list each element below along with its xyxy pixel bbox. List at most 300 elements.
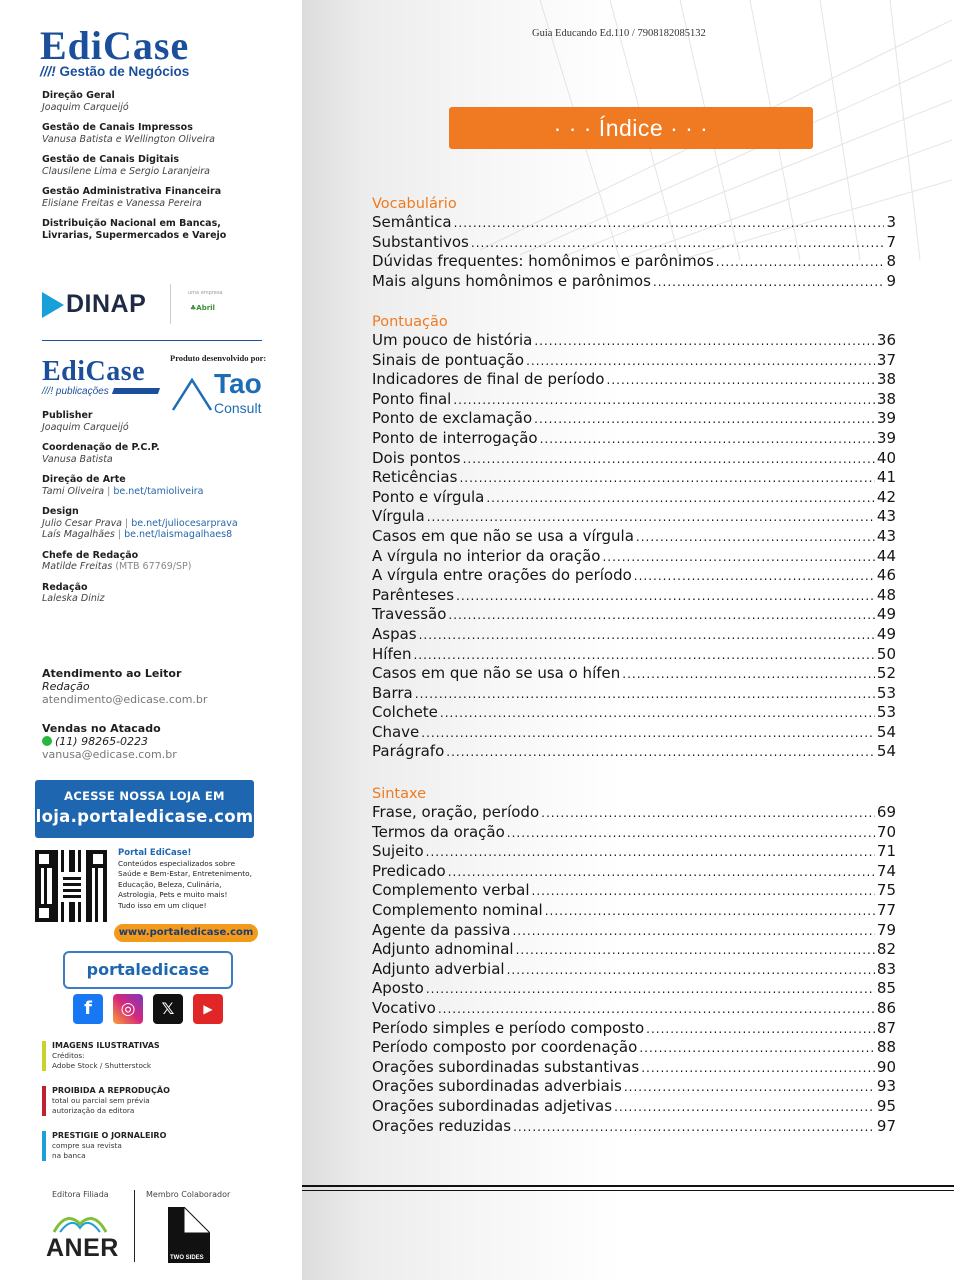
toc-leader-dots <box>448 606 874 626</box>
toc-entry[interactable] <box>372 468 896 488</box>
toc-entry-title: Semântica <box>372 213 452 231</box>
note-line: Adobe Stock / Shutterstock <box>52 1061 152 1070</box>
toc-section-pontuacao <box>372 313 896 762</box>
tao-name: Tao <box>214 368 262 399</box>
note-line: total ou parcial sem prévia <box>52 1096 150 1105</box>
toc-leader-dots <box>602 548 874 568</box>
toc-entry-page: 86 <box>876 998 896 1017</box>
toc-entry-page: 54 <box>876 742 896 761</box>
credit-names: Vanusa Batista e Wellington Oliveira <box>42 133 216 145</box>
wholesale-sales <box>42 722 177 761</box>
toc-entry-title: Ponto de exclamação <box>372 409 533 428</box>
toc-entry[interactable] <box>372 409 896 429</box>
toc-entry[interactable] <box>372 979 896 999</box>
credit-role: Coordenação de P.C.P. <box>42 442 160 453</box>
toc-leader-dots <box>513 1118 875 1138</box>
portal-title: Portal EdiCase! <box>118 848 192 858</box>
toc-entry-title: Aposto <box>372 979 424 998</box>
toc-entry[interactable] <box>372 429 896 449</box>
credit-block <box>42 474 238 497</box>
portal-url-button[interactable]: www.portaledicase.com <box>114 924 258 942</box>
credit-role: Design <box>42 506 79 517</box>
credit-role: Gestão Administrativa Financeira <box>42 186 222 197</box>
toc-entry[interactable] <box>372 664 896 684</box>
toc-entry[interactable] <box>372 1038 896 1058</box>
toc-entry-page: 37 <box>876 350 896 369</box>
toc-entry-page: 9 <box>886 271 896 290</box>
aner-arc-icon <box>52 1208 108 1234</box>
toc-entry-title: Complemento nominal <box>372 900 543 919</box>
toc-entry-page: 36 <box>876 331 896 349</box>
dinap-logo <box>42 290 242 320</box>
credit-block <box>42 154 242 177</box>
portfolio-link[interactable]: be.net/laismagalhaes8 <box>124 529 233 540</box>
toc-leader-dots <box>446 743 875 763</box>
section-title: Sintaxe <box>372 786 427 802</box>
abril-caption: uma empresa <box>188 290 223 296</box>
toc-entry-page: 74 <box>876 861 896 880</box>
toc-leader-dots <box>532 882 875 902</box>
portal-line: Saúde e Bem-Estar, Entretenimento, <box>118 869 252 878</box>
toc-entry-page: 79 <box>876 920 896 939</box>
divider <box>170 284 171 324</box>
credit-role: Direção de Arte <box>42 474 126 485</box>
toc-entry[interactable] <box>372 625 896 645</box>
phone-line <box>42 735 177 748</box>
brand-sub-mark: ///! <box>42 386 54 397</box>
toc-entry-title: Reticências <box>372 468 458 487</box>
toc-entry-page: 49 <box>876 605 896 624</box>
toc-entry-page: 49 <box>876 624 896 643</box>
toc-leader-dots <box>453 391 875 411</box>
toc-entry[interactable] <box>372 527 896 547</box>
note-line: Créditos: <box>52 1051 85 1060</box>
toc-entry-page: 82 <box>876 940 896 959</box>
toc-entry[interactable] <box>372 507 896 527</box>
index-title: · · · Índice · · · <box>449 107 813 149</box>
toc-leader-dots <box>463 450 875 470</box>
note-block <box>42 1086 170 1116</box>
toc-entry-title: A vírgula entre orações do período <box>372 566 632 585</box>
note-line: compre sua revista <box>52 1141 122 1150</box>
toc-entry-page: 38 <box>876 389 896 408</box>
brand-name: EdiCase <box>40 23 190 68</box>
toc-entry[interactable] <box>372 370 896 390</box>
toc-entry[interactable] <box>372 940 896 960</box>
instagram-icon[interactable]: ◎ <box>113 994 143 1024</box>
contact-sub: Redação <box>42 680 90 693</box>
toc-entry[interactable] <box>372 351 896 371</box>
section-title: Pontuação <box>372 314 448 330</box>
toc-entry[interactable] <box>372 566 896 586</box>
credit-names <box>42 518 238 530</box>
note-strip <box>42 1086 46 1116</box>
credit-names: Vanusa Batista <box>42 453 113 465</box>
credit-name: Laís Magalhães <box>42 529 115 540</box>
produced-by-label: Produto desenvolvido por: <box>170 353 267 363</box>
toc-entry-title: Período simples e período composto <box>372 1018 645 1037</box>
toc-entry-title: Hífen <box>372 644 412 663</box>
toc-entry[interactable] <box>372 1019 896 1039</box>
abril-name: Abril <box>196 304 215 312</box>
aner-caption: Editora Filiada <box>52 1190 109 1199</box>
credit-extra: (MTB 67769/SP) <box>115 561 192 572</box>
toc-leader-dots <box>471 234 885 254</box>
dinap-arrow-icon <box>42 292 64 318</box>
toc-leader-dots <box>415 685 875 705</box>
toc-leader-dots <box>421 724 875 744</box>
qr-code <box>35 850 107 922</box>
toc-entry[interactable] <box>372 390 896 410</box>
credit-block <box>42 90 242 113</box>
toc-section-vocabulario <box>372 195 896 291</box>
toc-entry-page: 83 <box>876 959 896 978</box>
twosides-logo <box>168 1207 210 1267</box>
toc-entry-title: Casos em que não se usa o hífen <box>372 664 621 683</box>
toc-leader-dots <box>639 1039 875 1059</box>
credits-column <box>0 0 302 1280</box>
brand-sub <box>42 386 159 397</box>
toc-entry[interactable] <box>372 862 896 882</box>
toc-entry[interactable] <box>372 742 896 762</box>
credit-name: Julio Cesar Prava <box>42 517 123 529</box>
toc-entry-title: Complemento verbal <box>372 881 530 900</box>
toc-entry-page: 75 <box>876 881 896 900</box>
wholesale-phone[interactable]: (11) 98265-0223 <box>55 735 149 748</box>
toc-entry[interactable] <box>372 252 896 272</box>
reader-email[interactable]: atendimento@edicase.com.br <box>42 693 208 706</box>
toc-entry-title: Orações subordinadas substantivas <box>372 1057 640 1076</box>
toc-leader-dots <box>486 489 875 509</box>
twosides-caption: Membro Colaborador <box>146 1190 231 1199</box>
toc-leader-dots <box>646 1020 875 1040</box>
toc-leader-dots <box>456 587 875 607</box>
brand-bar <box>112 388 160 394</box>
toc-entry-page: 50 <box>876 644 896 663</box>
toc-leader-dots <box>614 1098 875 1118</box>
qr-marker <box>89 850 107 868</box>
toc-entry[interactable] <box>372 1058 896 1078</box>
toc-entry[interactable] <box>372 881 896 901</box>
toc-leader-dots <box>512 922 874 942</box>
store-banner[interactable] <box>35 780 254 838</box>
toc-leader-dots <box>438 1000 875 1020</box>
toc-entry-page: 3 <box>886 213 896 231</box>
toc-entry-title: Aspas <box>372 624 417 643</box>
divider <box>42 340 262 341</box>
section-title: Vocabulário <box>372 196 457 212</box>
separator: | <box>114 529 125 540</box>
qr-marker <box>35 850 53 868</box>
toc-entry-page: 46 <box>876 566 896 585</box>
divider <box>302 1190 954 1191</box>
credit-names: Clausilene Lima e Sergio Laranjeira <box>42 165 210 177</box>
toc-entry-page: 39 <box>876 409 896 428</box>
toc-entry-title: Barra <box>372 683 413 702</box>
contact-title: Vendas no Atacado <box>42 722 161 735</box>
toc-leader-dots <box>507 824 875 844</box>
toc-leader-dots <box>653 273 885 293</box>
toc-leader-dots <box>454 214 885 234</box>
credit-names: Joaquim Carqueijó <box>42 421 129 433</box>
toc-leader-dots <box>459 469 874 489</box>
toc-entry-page: 39 <box>876 428 896 447</box>
toc-entry-page: 8 <box>886 252 896 271</box>
toc-entry-page: 71 <box>876 842 896 861</box>
toc-entry[interactable] <box>372 272 896 292</box>
toc-entry-title: Chave <box>372 722 420 741</box>
note-title: PROIBIDA A REPRODUÇÃO <box>52 1086 170 1095</box>
note-line: autorização da editora <box>52 1106 135 1115</box>
toc-leader-dots <box>607 371 875 391</box>
note-title: IMAGENS ILUSTRATIVAS <box>52 1041 160 1050</box>
portal-line: Conteúdos especializados sobre <box>118 858 236 868</box>
toc-entry[interactable] <box>372 1077 896 1097</box>
toc-leader-dots <box>440 704 875 724</box>
brand-tagline <box>40 64 189 79</box>
toc-entry-title: Frase, oração, período <box>372 803 540 821</box>
toc-entry-page: 41 <box>876 468 896 487</box>
toc-entry-page: 97 <box>876 1116 896 1135</box>
portal-line: Educação, Beleza, Culinária, <box>118 879 222 889</box>
toc-leader-dots <box>622 665 875 685</box>
toc-entry-page: 53 <box>876 703 896 722</box>
toc-leader-dots <box>448 863 875 883</box>
contact-title: Atendimento ao Leitor <box>42 667 182 680</box>
toc-entry-page: 69 <box>876 803 896 821</box>
toc-entry-page: 42 <box>876 487 896 506</box>
toc-entry-page: 85 <box>876 979 896 998</box>
toc-entry-title: Vírgula <box>372 507 425 526</box>
toc-entry-page: 90 <box>876 1057 896 1076</box>
toc-entry-title: Orações subordinadas adverbiais <box>372 1077 622 1096</box>
toc-entry-title: Adjunto adverbial <box>372 959 505 978</box>
abril-logo <box>190 304 215 312</box>
separator: | <box>104 485 114 497</box>
portal-handle[interactable]: portaledicase <box>63 951 233 989</box>
toc-entry[interactable] <box>372 586 896 606</box>
credits-top <box>42 90 242 250</box>
portfolio-link[interactable]: be.net/juliocesarprava <box>131 517 238 529</box>
qr-marker <box>35 904 53 922</box>
x-icon[interactable]: 𝕏 <box>153 994 183 1024</box>
toc-entry-title: Casos em que não se usa a vírgula <box>372 526 634 545</box>
publication-header: Guia Educando Ed.110 / 7908182085132 <box>532 28 706 39</box>
toc-entry-page: 53 <box>876 683 896 702</box>
toc-entry[interactable] <box>372 449 896 469</box>
toc-leader-dots <box>534 410 875 430</box>
divider <box>134 1190 135 1262</box>
brand-sub-text: publicações <box>55 386 109 397</box>
dinap-name: DINAP <box>66 290 147 318</box>
credit-block <box>42 122 242 145</box>
toc-leader-dots <box>534 332 875 352</box>
toc-entry[interactable] <box>372 233 896 253</box>
reader-service <box>42 667 207 706</box>
toc-entry-title: Um pouco de história <box>372 331 533 349</box>
toc-entry-title: Termos da oração <box>372 822 505 841</box>
credit-role: Gestão de Canais Digitais <box>42 154 180 165</box>
toc-leader-dots <box>716 253 885 273</box>
qr-center-pattern <box>63 876 81 898</box>
credit-block <box>42 442 238 465</box>
toc-entry[interactable] <box>372 331 896 351</box>
toc-leader-dots <box>636 528 875 548</box>
toc-entry[interactable] <box>372 960 896 980</box>
credit-role: Direção Geral <box>42 90 115 101</box>
toc-leader-dots <box>419 626 875 646</box>
toc-entry-title: Dois pontos <box>372 448 461 467</box>
wholesale-email[interactable]: vanusa@edicase.com.br <box>42 748 177 761</box>
toc-entry-title: Orações subordinadas adjetivas <box>372 1096 613 1115</box>
toc-entry[interactable] <box>372 684 896 704</box>
toc-entry-title: Ponto e vírgula <box>372 487 485 506</box>
toc-leader-dots <box>541 804 875 824</box>
toc-entry-title: Travessão <box>372 605 447 624</box>
whatsapp-icon <box>42 736 52 746</box>
toc-entry[interactable] <box>372 723 896 743</box>
toc-entry-title: Vocativo <box>372 998 436 1017</box>
brand-tagline-text: Gestão de Negócios <box>59 64 190 79</box>
toc-leader-dots <box>540 430 875 450</box>
toc-entry-title: Dúvidas frequentes: homônimos e parônimos <box>372 252 714 271</box>
credit-block <box>42 550 238 573</box>
toc-entry-page: 43 <box>876 507 896 526</box>
note-block <box>42 1131 166 1161</box>
toc-leader-dots <box>516 941 875 961</box>
toc-entry[interactable] <box>372 921 896 941</box>
credit-names <box>42 486 238 498</box>
note-strip <box>42 1131 46 1161</box>
toc-entry-page: 44 <box>876 546 896 565</box>
toc-entry-page: 43 <box>876 526 896 545</box>
toc-entry-title: Indicadores de final de período <box>372 370 605 389</box>
toc-entry-page: 87 <box>876 1018 896 1037</box>
credits-bottom <box>42 410 238 614</box>
toc-entry-page: 77 <box>876 900 896 919</box>
toc-leader-dots <box>426 843 875 863</box>
youtube-icon[interactable]: ▶ <box>193 994 223 1024</box>
credit-role: Chefe de Redação <box>42 549 139 561</box>
portal-line: Astrologia, Pets e muito mais! <box>118 890 228 899</box>
tao-arrow-icon <box>170 374 214 414</box>
toc-section-sintaxe <box>372 785 896 1136</box>
toc-entry[interactable] <box>372 213 896 233</box>
toc-entry[interactable] <box>372 645 896 665</box>
toc-leader-dots <box>526 352 875 372</box>
toc-leader-dots <box>634 567 875 587</box>
note-strip <box>42 1041 46 1071</box>
credit-block <box>42 186 242 209</box>
toc-entry[interactable] <box>372 999 896 1019</box>
toc-leader-dots <box>641 1059 875 1079</box>
toc-leader-dots <box>545 902 875 922</box>
toc-entry[interactable] <box>372 605 896 625</box>
credit-block <box>42 410 238 433</box>
store-url: loja.portaledicase.com <box>35 807 254 826</box>
toc-entry-title: Sujeito <box>372 842 424 861</box>
toc-entry-page: 88 <box>876 1038 896 1057</box>
toc-entry-page: 7 <box>886 232 896 251</box>
credit-role: Gestão de Canais Impressos <box>42 122 193 133</box>
credit-names: Elisiane Freitas e Vanessa Pereira <box>42 197 202 209</box>
aner-logo: ANER <box>46 1234 119 1262</box>
toc-entry-title: Agente da passiva <box>372 920 511 939</box>
toc-entry-title: Colchete <box>372 703 438 722</box>
credit-name: Matilde Freitas <box>42 561 113 572</box>
portal-text <box>118 848 252 911</box>
credit-block <box>42 506 238 541</box>
toc-entry-page: 70 <box>876 822 896 841</box>
toc-entry-page: 40 <box>876 448 896 467</box>
toc-entry-page: 52 <box>876 664 896 683</box>
toc-entry[interactable] <box>372 803 896 823</box>
credit-block <box>42 218 242 241</box>
toc-entry-title: Parágrafo <box>372 742 445 761</box>
toc-entry-title: Orações reduzidas <box>372 1116 512 1135</box>
toc-entry-title: Sinais de pontuação <box>372 350 525 369</box>
toc-leader-dots <box>624 1078 875 1098</box>
credit-role: Redação <box>42 581 88 593</box>
note-block <box>42 1041 160 1071</box>
brand-name: EdiCase <box>42 356 146 387</box>
toc-entry-title: Predicado <box>372 861 446 880</box>
toc-entry-page: 48 <box>876 585 896 604</box>
toc-entry[interactable] <box>372 901 896 921</box>
toc-entry-title: Adjunto adnominal <box>372 940 514 959</box>
store-line1: ACESSE NOSSA LOJA EM <box>64 789 225 803</box>
toc-entry[interactable] <box>372 488 896 508</box>
tree-icon: ♣ <box>190 304 197 312</box>
toc-entry-page: 54 <box>876 722 896 741</box>
credit-block <box>42 582 238 605</box>
toc-leader-dots <box>427 508 875 528</box>
toc-leader-dots <box>413 646 874 666</box>
toc-entry-page: 95 <box>876 1096 896 1115</box>
facebook-icon[interactable]: f <box>73 994 103 1024</box>
credit-role: Publisher <box>42 410 93 421</box>
credit-names <box>42 561 238 573</box>
portal-line: Tudo isso em um clique! <box>118 900 207 910</box>
toc-entry-page: 93 <box>876 1077 896 1096</box>
toc-entry[interactable] <box>372 1097 896 1117</box>
toc-entry-title: Ponto de interrogação <box>372 428 538 447</box>
credit-role: Distribuição Nacional em Bancas, Livrarias, Supermercados e Varejo <box>42 218 227 241</box>
edicase-logo <box>40 23 190 79</box>
toc-entry[interactable] <box>372 842 896 862</box>
toc-entry-title: A vírgula no interior da oração <box>372 546 601 565</box>
consult-name: Consult <box>214 400 262 416</box>
credit-names: Laleska Diniz <box>42 593 105 604</box>
credit-name: Tami Oliveira <box>42 485 105 497</box>
toc-entry-page: 38 <box>876 370 896 389</box>
toc-entry[interactable] <box>372 1117 896 1137</box>
twosides-name: TWO SIDES <box>170 1255 204 1261</box>
toc-leader-dots <box>507 961 875 981</box>
note-line: na banca <box>52 1151 86 1160</box>
credit-names: Joaquim Carqueijó <box>42 101 129 113</box>
toc-entry-title: Ponto final <box>372 389 452 408</box>
portfolio-link[interactable]: be.net/tamioliveira <box>113 485 204 497</box>
toc-leader-dots <box>426 980 875 1000</box>
toc-entry[interactable] <box>372 703 896 723</box>
toc-entry[interactable] <box>372 823 896 843</box>
brand-tagline-mark: ///! <box>40 64 56 79</box>
divider <box>302 1185 954 1187</box>
toc-entry-title: Mais alguns homônimos e parônimos <box>372 271 651 290</box>
toc-entry[interactable] <box>372 547 896 567</box>
credit-names <box>42 529 238 541</box>
